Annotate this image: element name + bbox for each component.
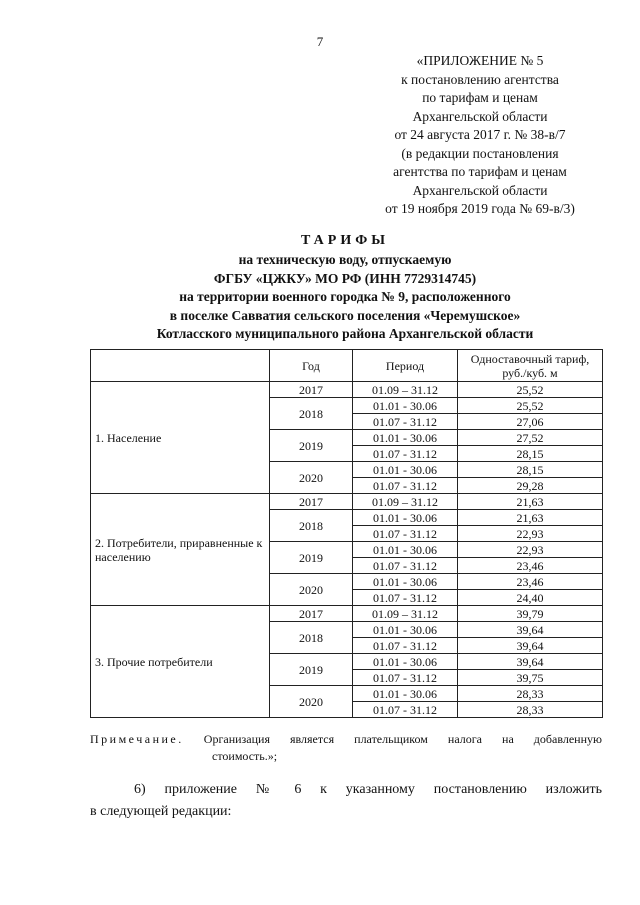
table-row: [91, 606, 603, 622]
year-cell: 2019: [270, 654, 353, 686]
period-cell: 01.09 – 31.12: [353, 606, 458, 622]
subtitle-line: на территории военного городка № 9, расположенного: [179, 289, 511, 304]
tariff-value-cell: 39,79: [458, 606, 603, 622]
tariff-value-cell: 22,93: [458, 542, 603, 558]
appendix-line: Архангельской области: [412, 108, 548, 124]
period-cell: 01.07 - 31.12: [353, 702, 458, 718]
year-cell: 2018: [270, 622, 353, 654]
subtitle-line: в поселке Савватия сельского поселения «Черемушское»: [169, 307, 521, 323]
period-cell: 01.07 - 31.12: [353, 446, 458, 462]
appendix-line: от 24 августа 2017 г. № 38-в/7: [394, 127, 566, 142]
tariff-value-cell: 21,63: [458, 494, 603, 510]
tariff-value-cell: 27,06: [458, 414, 603, 430]
appendix-line: к постановлению агентства: [401, 71, 559, 87]
tariff-value-cell: 39,64: [458, 654, 603, 670]
header-period: Период: [353, 350, 458, 382]
table-row: [91, 382, 603, 398]
appendix-line: по тарифам и ценам: [422, 90, 538, 105]
note-line: [90, 731, 602, 748]
tariff-value-cell: 25,52: [458, 398, 603, 414]
tariff-value-cell: 24,40: [458, 590, 603, 606]
paragraph-line: 6) приложение № 6 к указанному постановлению изложить: [134, 782, 602, 797]
period-cell: 01.01 - 30.06: [353, 398, 458, 414]
note-word: плательщиком: [354, 732, 428, 746]
document-title: ТАРИФЫ: [301, 233, 389, 248]
period-cell: 01.07 - 31.12: [353, 558, 458, 574]
tariff-value-cell: 23,46: [458, 558, 603, 574]
table-row: [91, 494, 603, 510]
tariff-table-body: [91, 382, 603, 718]
period-cell: 01.01 - 30.06: [353, 462, 458, 478]
note-continuation: стоимость.»;: [212, 749, 278, 763]
year-cell: 2017: [270, 606, 353, 622]
tariff-value-cell: 28,33: [458, 702, 603, 718]
period-cell: 01.01 - 30.06: [353, 686, 458, 702]
tariff-value-cell: 28,15: [458, 446, 603, 462]
year-cell: 2020: [270, 462, 353, 494]
tariff-value-cell: 23,46: [458, 574, 603, 590]
year-cell: 2019: [270, 542, 353, 574]
paragraph-line: в следующей редакции:: [90, 804, 232, 819]
tariff-value-cell: 27,52: [458, 430, 603, 446]
note: [90, 731, 602, 765]
header-category: [91, 350, 270, 382]
category-cell: 2. Потребители, приравненные к населению: [91, 494, 270, 606]
page-number: 7: [316, 34, 324, 49]
year-cell: 2017: [270, 382, 353, 398]
tariff-value-cell: 28,15: [458, 462, 603, 478]
year-cell: 2018: [270, 398, 353, 430]
year-cell: 2020: [270, 686, 353, 718]
note-label: Примечание.: [90, 732, 184, 746]
category-cell: 1. Население: [91, 382, 270, 494]
appendix-line: от 19 ноября 2019 года № 69-в/3): [385, 201, 575, 216]
period-cell: 01.07 - 31.12: [353, 590, 458, 606]
tariff-value-cell: 39,64: [458, 622, 603, 638]
category-cell: 3. Прочие потребители: [91, 606, 270, 718]
note-word: налога: [447, 732, 482, 746]
tariff-value-cell: 29,28: [458, 478, 603, 494]
subtitle-line: Котласского муниципального района Архангельской области: [156, 326, 534, 341]
subtitle-line: ФГБУ «ЦЖКУ» МО РФ (ИНН 7729314745): [213, 270, 477, 286]
tariff-value-cell: 25,52: [458, 382, 603, 398]
subtitle-line: на техническую воду, отпускаемую: [238, 252, 452, 267]
period-cell: 01.07 - 31.12: [353, 670, 458, 686]
note-word: добавленную: [533, 732, 602, 746]
period-cell: 01.01 - 30.06: [353, 542, 458, 558]
table-header-row: [91, 350, 603, 382]
appendix-line: агентства по тарифам и ценам: [393, 164, 567, 179]
year-cell: 2018: [270, 510, 353, 542]
note-word: Организация: [203, 732, 270, 746]
note-word: является: [290, 732, 335, 746]
period-cell: 01.07 - 31.12: [353, 478, 458, 494]
period-cell: 01.09 – 31.12: [353, 494, 458, 510]
note-word: на: [502, 732, 514, 746]
period-cell: 01.01 - 30.06: [353, 622, 458, 638]
appendix-line: (в редакции постановления: [401, 145, 559, 161]
year-cell: 2017: [270, 494, 353, 510]
tariff-value-cell: 39,64: [458, 638, 603, 654]
period-cell: 01.01 - 30.06: [353, 574, 458, 590]
year-cell: 2019: [270, 430, 353, 462]
tariff-value-cell: 28,33: [458, 686, 603, 702]
appendix-line: «ПРИЛОЖЕНИЕ № 5: [416, 53, 544, 68]
amendment-paragraph: [90, 779, 602, 823]
header-year: Год: [270, 350, 353, 382]
period-cell: 01.01 - 30.06: [353, 510, 458, 526]
tariff-table: [90, 349, 603, 718]
period-cell: 01.01 - 30.06: [353, 654, 458, 670]
year-cell: 2020: [270, 574, 353, 606]
appendix-line: Архангельской области: [412, 182, 548, 198]
header-tariff: Одноставочный тариф, руб./куб. м: [458, 350, 603, 382]
period-cell: 01.07 - 31.12: [353, 414, 458, 430]
period-cell: 01.09 – 31.12: [353, 382, 458, 398]
tariff-value-cell: 39,75: [458, 670, 603, 686]
period-cell: 01.01 - 30.06: [353, 430, 458, 446]
tariff-value-cell: 22,93: [458, 526, 603, 542]
tariff-value-cell: 21,63: [458, 510, 603, 526]
period-cell: 01.07 - 31.12: [353, 638, 458, 654]
period-cell: 01.07 - 31.12: [353, 526, 458, 542]
appendix-header: [355, 52, 605, 219]
document-subtitle: [60, 251, 630, 344]
